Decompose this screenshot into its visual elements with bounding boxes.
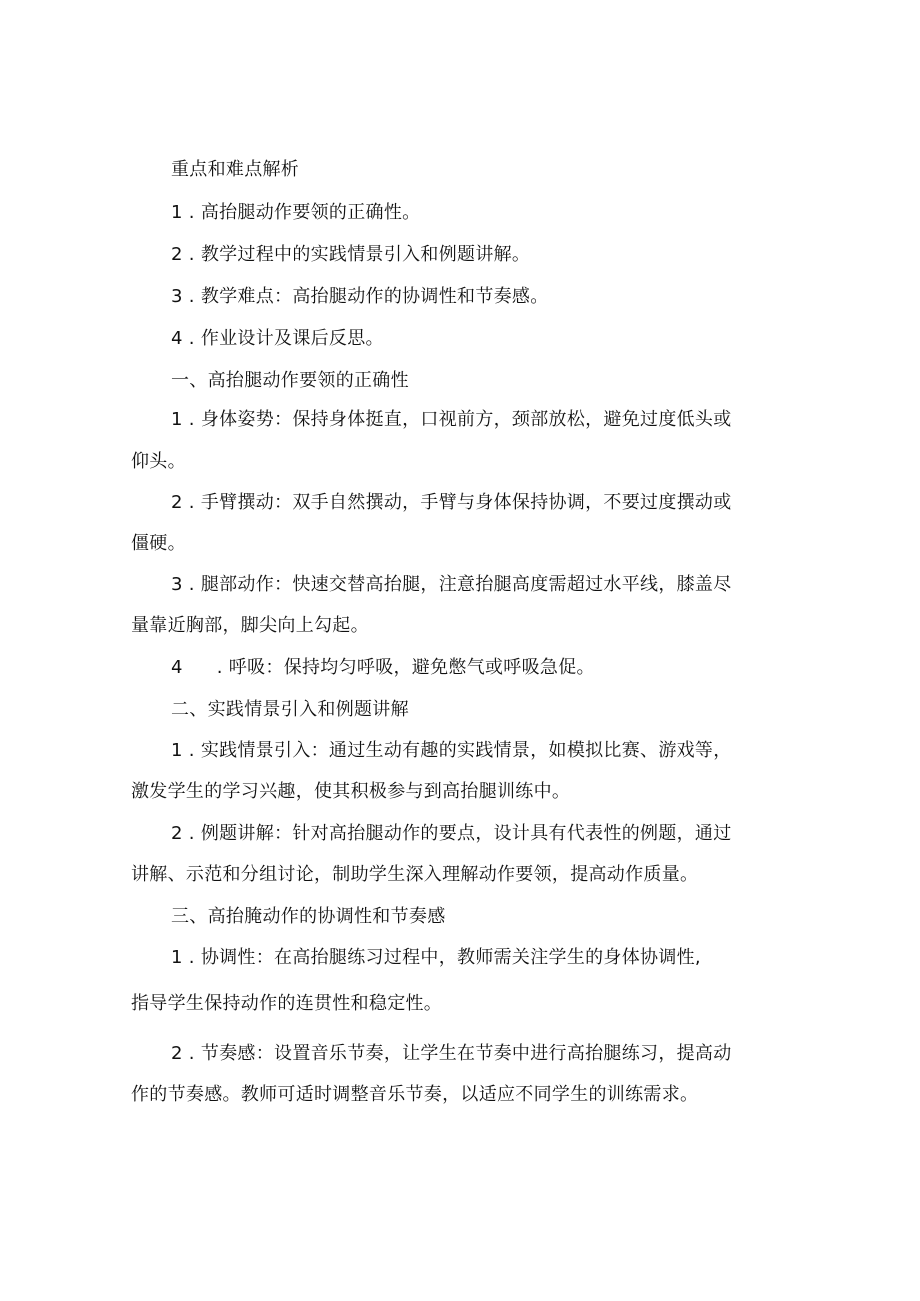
section-2-title: 二、实践情景引入和例题讲解 — [171, 699, 409, 720]
section-3-title: 三、高抬腌动作的协调性和节奏感 — [171, 906, 446, 927]
summary-item-2: 2 . 教学过程中的实践情景引入和例题讲解。 — [171, 244, 531, 265]
section-1-item-2-line-2: 僵硬。 — [131, 533, 186, 554]
summary-item-4: 4 . 作业设计及课后反思。 — [171, 328, 384, 349]
section-1-item-3-line-2: 量靠近胸部，脚尖向上勾起。 — [131, 615, 369, 636]
section-2-item-1-line-1: 1 . 实践情景引入：通过生动有趣的实践情景，如模拟比赛、游戏等， — [171, 740, 732, 761]
section-3-item-1-line-1: 1 . 协调性：在高抬腿练习过程中，教师需关注学生的身体协调性, — [171, 947, 701, 968]
section-3-item-2-line-2: 作的节奏感。教师可适时调整音乐节奏，以适应不同学生的训练需求。 — [131, 1084, 699, 1105]
section-3-item-1-line-2: 指导学生保持动作的连贯性和稳定性。 — [131, 993, 443, 1014]
section-2-item-2-line-2: 讲解、示范和分组讨论，制助学生深入理解动作要领，提高动作质量。 — [131, 864, 699, 885]
section-1-item-1-line-1: 1 . 身体姿势：保持身体挺直，口视前方，颈部放松，避免过度低头或 — [171, 409, 732, 430]
section-2-item-2-line-1: 2 . 例题讲解：针对高抬腿动作的要点，设计具有代表性的例题，通过 — [171, 823, 732, 844]
summary-item-1: 1 . 高抬腿动作要领的正确性。 — [171, 202, 421, 223]
section-1-title: 一、高抬腿动作要领的正确性 — [171, 370, 409, 391]
section-heading-key-points: 重点和难点解析 — [171, 159, 300, 180]
section-1-item-4-number: 4 — [171, 657, 183, 678]
section-3-item-2-line-1: 2 . 节奏感：设置音乐节奏，让学生在节奏中进行高抬腿练习，提高动 — [171, 1043, 732, 1064]
section-1-item-2-line-1: 2 . 手臂撰动：双手自然撰动，手臂与身体保持协调，不要过度撰动或 — [171, 492, 732, 513]
section-2-item-1-line-2: 激发学生的学习兴趣，使其积极参与到高抬腿训练中。 — [131, 781, 571, 802]
section-1-item-4 — [171, 656, 595, 680]
summary-item-3: 3 . 教学难点：高抬腿动作的协调性和节奏感。 — [171, 286, 549, 307]
section-1-item-4-text: . 呼吸：保持均匀呼吸，避免憋气或呼吸急促。 — [216, 657, 595, 678]
section-1-item-3-line-1: 3 . 腿部动作：快速交替高抬腿，注意抬腿高度需超过水平线，膝盖尽 — [171, 574, 732, 595]
section-1-item-1-line-2: 仰头。 — [131, 451, 186, 472]
